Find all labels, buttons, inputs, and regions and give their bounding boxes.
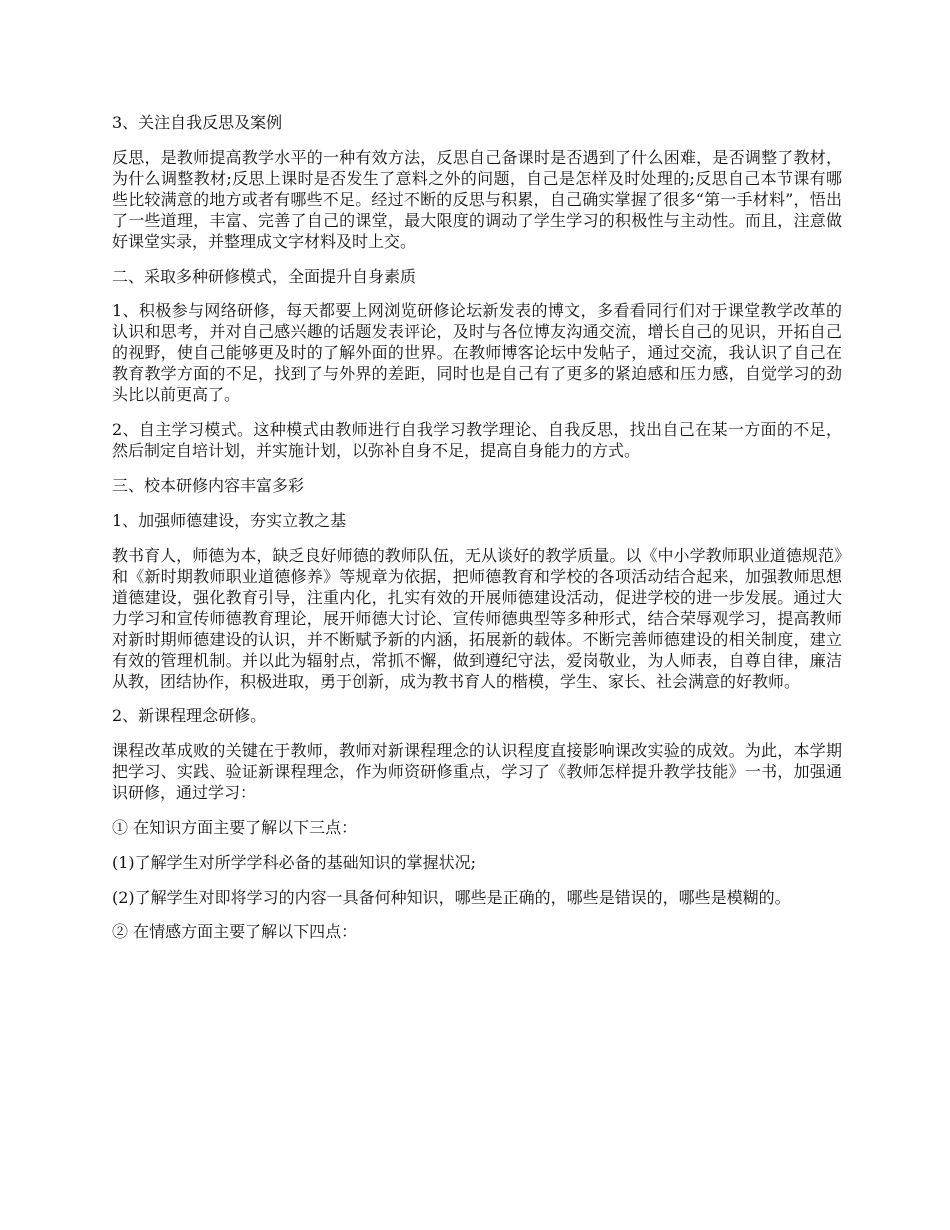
paragraph-ethics: 教书育人，师德为本，缺乏良好师德的教师队伍，无从谈好的教学质量。以《中小学教师职业道德规范》和《新时期教师职业道德修养》等规章为依据，把师德教育和学校的各项活动结合起来，加强教师思想道德建设，强化教育引导，注重内化，扎实有效的开展师德建设活动，促进学校的进一步发展。通过大力学习和宣传师德教育理论，展开师德大讨论、宣传师德典型等多种形式，结合荣辱观学习，提高教师对新时期师德建设的认识，并不断赋予新的内涵，拓展新的载体。不断完善师德建设的相关制度，建立有效的管理机制。并以此为辐射点，常抓不懈，做到遵纪守法，爱岗敬业，为人师表，自尊自律，廉洁从教，团结协作，积极进取，勇于创新，成为教书育人的楷模，学生、家长、社会满意的好教师。 xyxy=(112,545,842,691)
list-item-2: (2)了解学生对即将学习的内容一具备何种知识，哪些是正确的，哪些是错误的，哪些是模糊的。 xyxy=(112,887,791,907)
section-heading-3: 3、关注自我反思及案例 xyxy=(112,113,283,132)
section-heading-three: 三、校本研修内容丰富多彩 xyxy=(112,475,305,495)
list-heading-emotion: ② 在情感方面主要了解以下四点： xyxy=(112,922,358,942)
subheading-ethics: 1、加强师德建设，夯实立教之基 xyxy=(112,510,347,530)
paragraph-curriculum-reform: 课程改革成败的关键在于教师，教师对新课程理念的认识程度直接影响课改实验的成效。为此，本学期把学习、实践、验证新课程理念，作为师资研修重点，学习了《教师怎样提升教学技能》一书，加强通识研修，通过学习： xyxy=(112,741,842,803)
paragraph-reflection: 反思，是教师提高教学水平的一种有效方法，反思自己备课时是否遇到了什么困难，是否调整了教材，为什么调整教材;反思上课时是否发生了意料之外的问题，自己是怎样及时处理的;反思自己本节课有哪些比较满意的地方或者有哪些不足。经过不断的反思与积累，自己确实掌握了很多“第一手材料”，悟出了一些道理，丰富、完善了自己的课堂，最大限度的调动了学生学习的积极性与主动性。而且，注意做好课堂实录，并整理成文字材料及时上交。 xyxy=(112,147,842,251)
paragraph-online-training: 1、积极参与网络研修，每天都要上网浏览研修论坛新发表的博文，多看看同行们对于课堂教学改革的认识和思考，并对自己感兴趣的话题发表评论，及时与各位博友沟通交流，增长自己的见识，开拓自己的视野，使自己能够更及时的了解外面的世界。在教师博客论坛中发帖子，通过交流，我认识了自己在教育教学方面的不足，找到了与外界的差距，同时也是自己有了更多的紧迫感和压力感，自觉学习的劲头比以前更高了。 xyxy=(112,301,842,405)
document-page xyxy=(112,112,842,956)
section-heading-two: 二、采取多种研修模式，全面提升自身素质 xyxy=(112,266,417,286)
subheading-new-curriculum: 2、新课程理念研修。 xyxy=(112,706,267,726)
list-item-1: (1)了解学生对所学学科必备的基础知识的掌握状况; xyxy=(112,852,477,872)
list-heading-knowledge: ① 在知识方面主要了解以下三点： xyxy=(112,817,358,837)
paragraph-self-study: 2、自主学习模式。这种模式由教师进行自我学习教学理论、自我反思，找出自己在某一方面的不足，然后制定自培计划，并实施计划，以弥补自身不足，提高自身能力的方式。 xyxy=(112,420,842,461)
